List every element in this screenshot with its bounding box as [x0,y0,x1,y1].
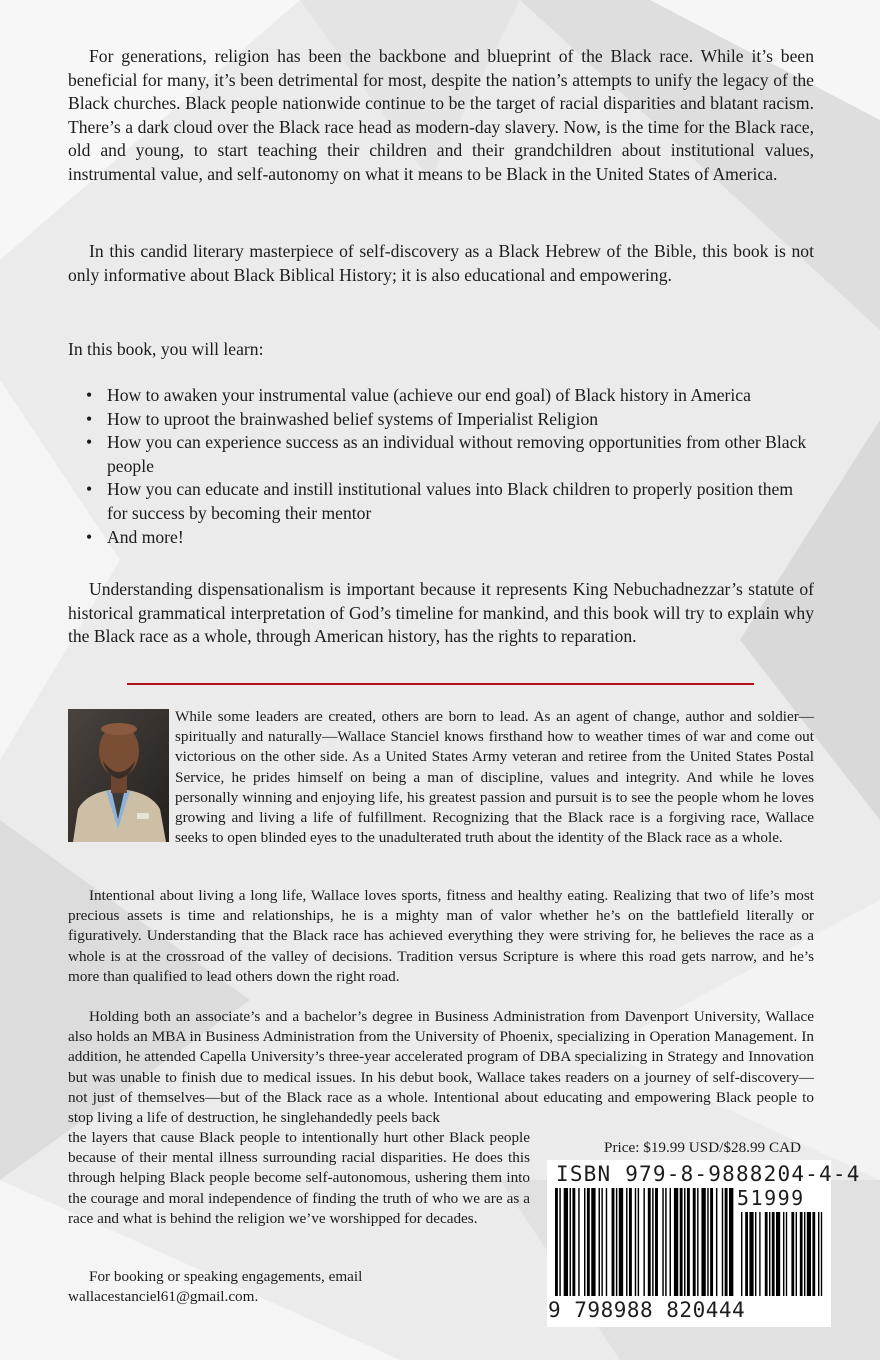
bullet-icon: • [86,408,93,429]
price-label: Price: $19.99 USD/$28.99 CAD [604,1139,802,1156]
bullet-icon: • [86,479,93,500]
bio-paragraph-2: Intentional about living a long life, Wallace loves sports, fitness and healthy eating. Realizing that two of life’s most precious assets is time and relationships, he is a mighty man of valor whether he’s on the battlefield literally or figuratively. Understanding that the Black race has achieved everything they were striving for, he believes the race as a whole is at the crossroad of the valley of decisions. Tradition versus Scripture is where this road gets narrow, and he’s more than qualified to lead others down the right road. [68,887,814,985]
description-paragraph-2: In this candid literary masterpiece of self-discovery as a Black Hebrew of the Bible, this book is not only informative about Black Biblical History; it is also educational and empowering. [68,241,814,285]
price-addon-code: 51999 [737,1186,805,1210]
list-item: • How you can experience success as an individual without removing opportunities from other Black people [86,432,807,476]
list-item: • How to uproot the brainwashed belief systems of Imperialist Religion [86,408,816,432]
list-item: • How to awaken your instrumental value (achieve our end goal) of Black history in America [86,384,816,408]
bullet-icon: • [86,432,93,453]
bullet-icon: • [86,385,93,405]
booking-contact: For booking or speaking engagements, email wallacestanciel61@gmail.com. [68,1268,363,1306]
section-divider [127,683,754,685]
isbn-number: ISBN 979-8-9888204-4-4 [556,1162,861,1186]
bullet-icon: • [86,526,93,547]
bio-paragraph-3: Holding both an associate’s and a bachelor’s degree in Business Administration from Davenport University, Wallace also holds an MBA in Business Administration from the University of Phoenix, specializing in Operation Management. In addition, he attended Capella University’s three-year accelerated program of DBA specializing in Strategy and Innovation but was unable to finish due to medical issues. In his debut book, Wallace takes readers on a journey of self-discovery—not just of themselves—but of the Black race as a whole. Intentional about educating and empowering Black people to stop living a life of destruction, he singlehandedly peels back [68,1008,814,1127]
list-item: • How you can educate and instill institutional values into Black children to properly position them for success by becoming their mentor [86,479,794,523]
bio-paragraph-3-continued: the layers that cause Black people to intentionally hurt other Black people because of their mental illness surrounding racial disparities. He does this through helping Black people become self-autonomous, ushering them into the courage and moral independence of finding the truth of who we are as a race and what is behind the religion we’ve worshipped for decades. [68,1129,530,1227]
ean-digits: 9 798988 820444 [548,1298,746,1322]
barcode [555,1188,827,1300]
description-paragraph-3: Understanding dispensationalism is important because it represents King Nebuchadnezzar’s statute of historical grammatical interpretation of God’s timeline for mankind, and this book will try to explain why the Black race as a whole, through American history, has the rights to reparation. [68,579,814,647]
learn-list [86,384,816,549]
list-item: • And more! [86,526,816,550]
learn-intro: In this book, you will learn: [68,339,264,359]
description-paragraph-1: For generations, religion has been the backbone and blueprint of the Black race. While it’s been beneficial for many, it’s been detrimental for most, despite the nation’s attempts to unify the legacy of the Black churches. Black people nationwide continue to be the target of racial disparities and blatant racism. There’s a dark cloud over the Black race head as modern-day slavery. Now, is the time for the Black race, old and young, to start teaching their children and their grandchildren about institutional values, instrumental value, and self-autonomy on what it means to be Black in the United States of America. [68,46,814,184]
contact-email[interactable]: wallacestanciel61@gmail.com. [68,1288,259,1306]
bio-paragraph-1: While some leaders are created, others are born to lead. As an agent of change, author and soldier—spiritually and naturally—Wallace Stanciel knows firsthand how to weather times of war and come out victorious on the other side. As a United States Army veteran and retiree from the United States Postal Service, he prides himself on being a man of discipline, values and integrity. And while he loves personally winning and enjoying life, his greatest passion and pursuit is to see the people whom he loves growing and living a life of fulfillment. Recognizing that the Black race is a forgiving race, Wallace seeks to open blinded eyes to the unadulterated truth about the identity of the Black race as a whole. [175,708,814,847]
